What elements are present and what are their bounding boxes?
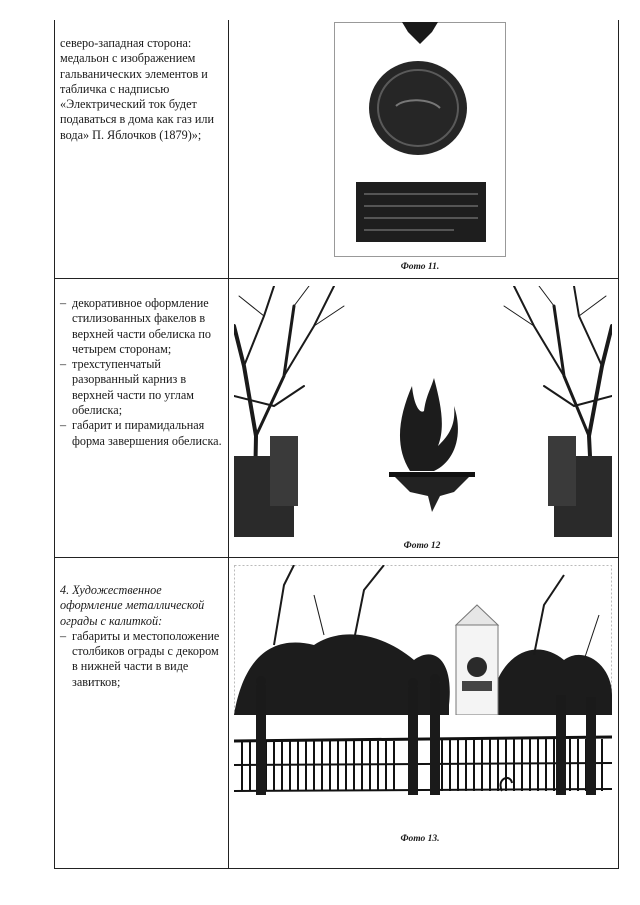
photo-13 <box>234 565 612 830</box>
row-divider-1 <box>54 278 618 279</box>
row1-text-cell <box>60 36 224 143</box>
photo-11 <box>334 22 506 257</box>
row2-list-item: – габарит и пирамидальная форма завершения обелиска. <box>60 418 224 449</box>
row2-list-item: – трехступенчатый разорванный карниз в верхней части по углам обелиска; <box>60 357 224 418</box>
row2-list <box>60 296 224 449</box>
row3-heading: 4. Художественное оформление металлической ограды с калиткой: <box>60 583 205 628</box>
photo-12 <box>234 286 612 537</box>
row3-list-item: – габариты и местоположение столбиков ограды с декором в нижней части в виде завитков; <box>60 629 224 690</box>
row2-list-item: – декоративное оформление стилизованных факелов в верхней части обелиска по четырем сторонам; <box>60 296 224 357</box>
row2-text-cell <box>60 296 224 449</box>
photo-13-caption: Фото 13. <box>400 834 440 844</box>
row3-text-cell <box>60 583 224 690</box>
column-divider <box>228 20 229 868</box>
row1-description: северо-западная сторона: медальон с изображением гальванических элементов и табличка с надписью «Электрический ток будет подаваться в дома как газ или вода» П. Яблочков (1879)»; <box>60 36 214 142</box>
photo-12-caption: Фото 12 <box>403 541 441 551</box>
photo-11-caption: Фото 11. <box>400 262 440 272</box>
row3-list <box>60 629 224 690</box>
row-divider-2 <box>54 557 618 558</box>
